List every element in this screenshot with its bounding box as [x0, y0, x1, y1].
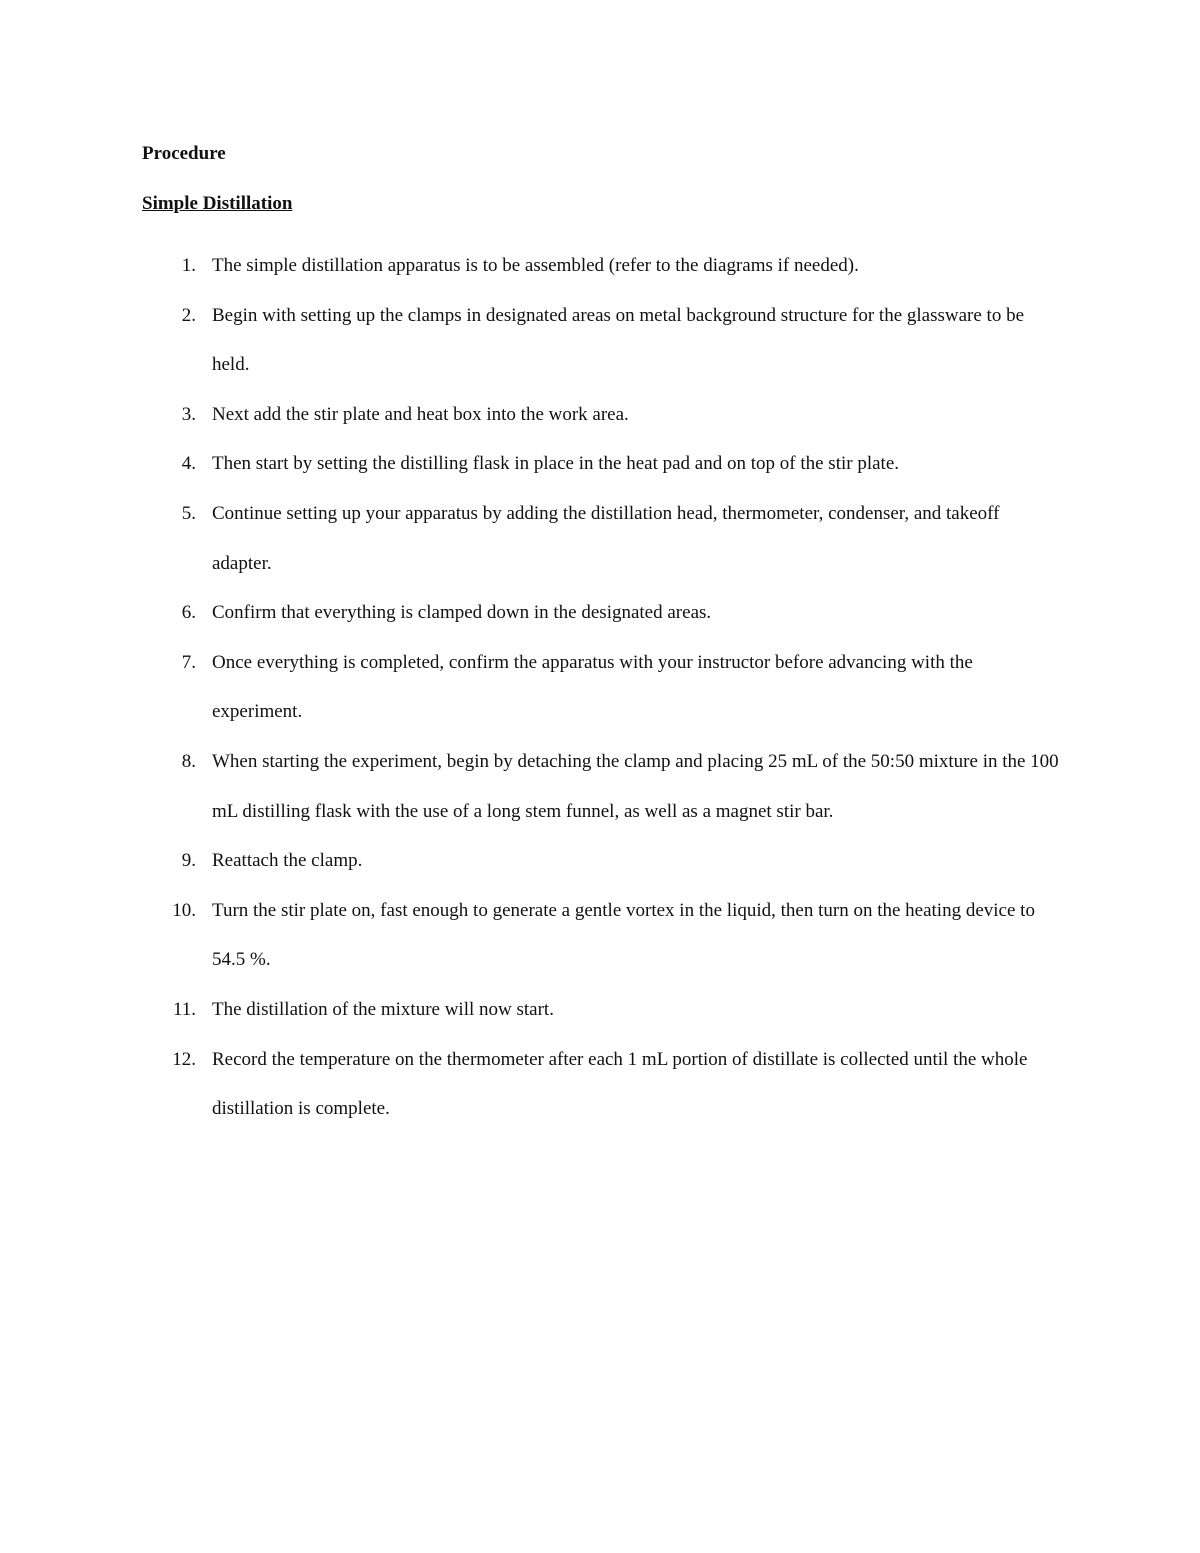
step-number: 10.	[172, 899, 196, 921]
procedure-step	[0, 489, 1062, 588]
procedure-step	[0, 836, 1062, 886]
procedure-step	[0, 588, 1062, 638]
step-number: 12.	[172, 1048, 196, 1070]
procedure-step	[0, 439, 1062, 489]
step-text: Continue setting up your apparatus by adding the distillation head, thermometer, condenser, and takeoff adapter.	[212, 502, 1000, 574]
step-text: When starting the experiment, begin by detaching the clamp and placing 25 mL of the 50:50 mixture in the 100 mL distilling flask with the use of a long stem funnel, as well as a magnet stir bar.	[212, 750, 1059, 822]
step-number: 11.	[172, 998, 196, 1020]
procedure-step	[0, 886, 1062, 985]
step-number: 5.	[181, 502, 196, 524]
step-text: The simple distillation apparatus is to be assembled (refer to the diagrams if needed).	[212, 255, 859, 276]
step-text: Confirm that everything is clamped down in the designated areas.	[212, 602, 712, 624]
step-number: 8.	[181, 750, 196, 772]
step-number: 1.	[181, 255, 196, 276]
procedure-step	[0, 241, 1062, 291]
step-number: 3.	[181, 403, 196, 425]
step-number: 6.	[181, 602, 196, 624]
step-text: Turn the stir plate on, fast enough to generate a gentle vortex in the liquid, then turn on the heating device to 54.5 %.	[212, 899, 1035, 971]
step-number: 4.	[181, 453, 196, 475]
page-title: Procedure	[142, 143, 226, 164]
procedure-steps-list	[0, 241, 1200, 1134]
step-number: 9.	[181, 850, 196, 872]
step-number: 2.	[181, 304, 196, 326]
procedure-step	[0, 390, 1062, 440]
procedure-step	[0, 291, 1062, 390]
step-text: Record the temperature on the thermometer after each 1 mL portion of distillate is collected until the whole distillation is complete.	[212, 1048, 1028, 1120]
step-number: 7.	[181, 651, 196, 673]
procedure-step	[0, 737, 1062, 836]
step-text: Begin with setting up the clamps in designated areas on metal background structure for the glassware to be held.	[212, 304, 1025, 376]
section-heading: Simple Distillation	[142, 193, 293, 214]
procedure-step	[0, 1035, 1062, 1134]
step-text: Then start by setting the distilling flask in place in the heat pad and on top of the stir plate.	[212, 453, 900, 475]
procedure-step	[0, 638, 1062, 737]
step-text: Once everything is completed, confirm the apparatus with your instructor before advancing with the experiment.	[212, 651, 973, 723]
step-text: The distillation of the mixture will now start.	[212, 998, 554, 1020]
step-text: Next add the stir plate and heat box into the work area.	[212, 403, 629, 425]
step-text: Reattach the clamp.	[212, 850, 363, 872]
procedure-step	[0, 985, 1062, 1035]
